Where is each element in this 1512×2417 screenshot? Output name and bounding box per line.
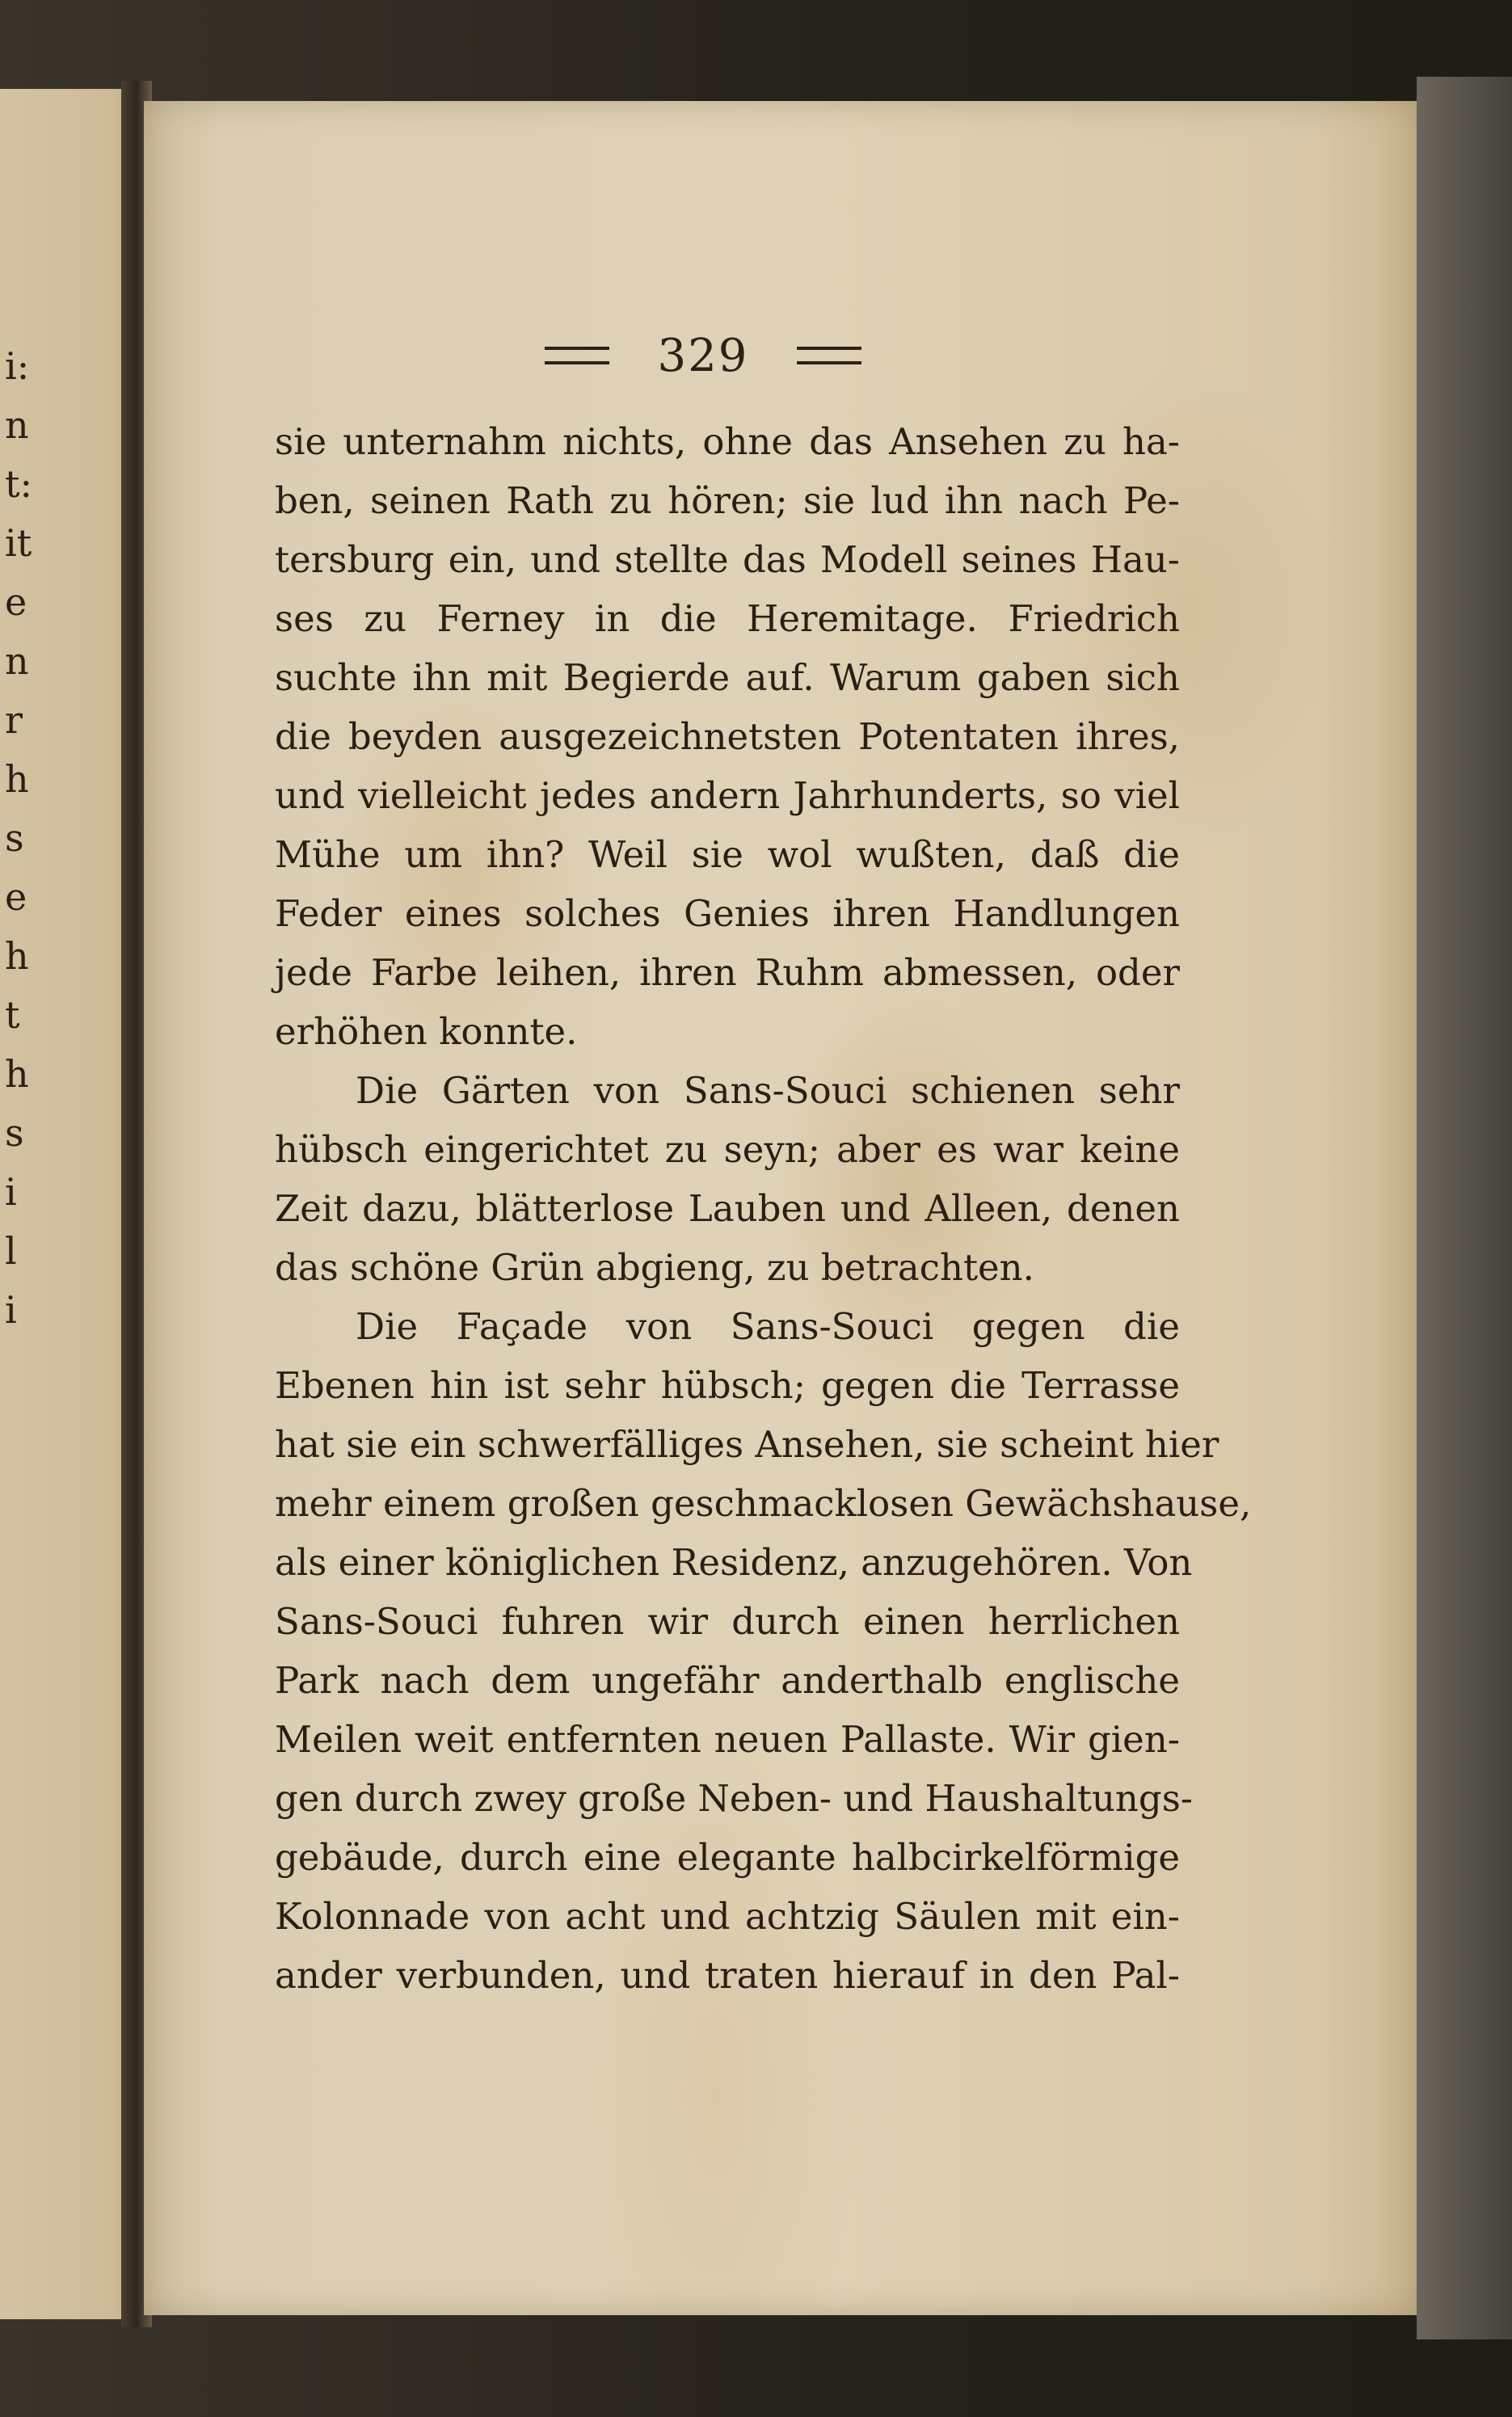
text-line: mehr einem großen geschmacklosen Gewächshause, [275, 1482, 1252, 1525]
left-page [0, 89, 141, 2319]
text-line: Die Gärten von Sans-Souci schienen sehr [356, 1069, 1180, 1112]
text-line: gebäude, durch eine elegante halbcirkelförmige [275, 1836, 1180, 1879]
left-page-fragment: t [5, 993, 20, 1037]
text-line: das schöne Grün abgieng, zu betrachten. [275, 1246, 1034, 1289]
text-line: ses zu Ferney in die Heremitage. Friedrich [275, 597, 1180, 640]
header-rule-right [797, 347, 861, 364]
text-line: Zeit dazu, blätterlose Lauben und Alleen, denen [275, 1187, 1180, 1230]
text-line: hübsch eingerichtet zu seyn; aber es war keine [275, 1128, 1180, 1171]
text-line: Die Façade von Sans-Souci gegen die [356, 1305, 1180, 1348]
header-rule-left [545, 347, 609, 364]
text-line: und vielleicht jedes andern Jahrhunderts, so viel [275, 774, 1180, 817]
text-line: die beyden ausgezeichnetsten Potentaten ihres, [275, 715, 1180, 758]
text-line: Meilen weit entfernten neuen Pallaste. Wir gien- [275, 1718, 1180, 1761]
text-line: Park nach dem ungefähr anderthalb englische [275, 1659, 1180, 1702]
text-line: suchte ihn mit Begierde auf. Warum gaben sich [275, 656, 1180, 699]
left-page-fragment: e [5, 580, 27, 624]
left-page-fragment: s [5, 1111, 24, 1155]
text-line: hat sie ein schwerfälliges Ansehen, sie scheint hier [275, 1423, 1219, 1466]
text-line: ben, seinen Rath zu hören; sie lud ihn nach Pe- [275, 479, 1180, 522]
left-page-fragment: h [5, 934, 29, 978]
text-line: ander verbunden, und traten hierauf in den Pal- [275, 1954, 1180, 1997]
text-line: als einer königlichen Residenz, anzugehören. Von [275, 1541, 1193, 1584]
left-page-fragment: l [5, 1229, 17, 1273]
text-line: erhöhen konnte. [275, 1010, 578, 1053]
text-line: Kolonnade von acht und achtzig Säulen mit ein- [275, 1895, 1180, 1938]
text-line: gen durch zwey große Neben- und Haushaltungs- [275, 1777, 1194, 1820]
text-line: tersburg ein, und stellte das Modell seines Hau- [275, 538, 1180, 581]
left-page-fragment: i: [5, 344, 30, 388]
text-line: Sans-Souci fuhren wir durch einen herrlichen [275, 1600, 1180, 1643]
left-page-fragment: it [5, 521, 32, 565]
page-header [396, 319, 1010, 392]
left-page-fragment: i [5, 1288, 17, 1332]
body-text [275, 412, 1252, 2005]
book-cover-edge [1417, 77, 1512, 2339]
text-line: sie unternahm nichts, ohne das Ansehen zu ha- [275, 420, 1180, 463]
left-page-fragment: t: [5, 462, 32, 506]
left-page-fragment: h [5, 757, 29, 801]
left-page-fragment: i [5, 1170, 17, 1214]
left-page-fragment: e [5, 875, 27, 919]
text-line: Feder eines solches Genies ihren Handlungen [275, 892, 1180, 935]
text-line: jede Farbe leihen, ihren Ruhm abmessen, oder [275, 951, 1180, 994]
page-number: 329 [657, 329, 749, 382]
left-page-fragment: h [5, 1052, 29, 1096]
left-page-fragment: s [5, 816, 24, 860]
text-line: Ebenen hin ist sehr hübsch; gegen die Terrasse [275, 1364, 1180, 1407]
left-page-fragment: n [5, 639, 29, 683]
left-page-fragment: r [5, 698, 23, 742]
text-line: Mühe um ihn? Weil sie wol wußten, daß die [275, 833, 1180, 876]
left-page-fragment: n [5, 403, 29, 447]
